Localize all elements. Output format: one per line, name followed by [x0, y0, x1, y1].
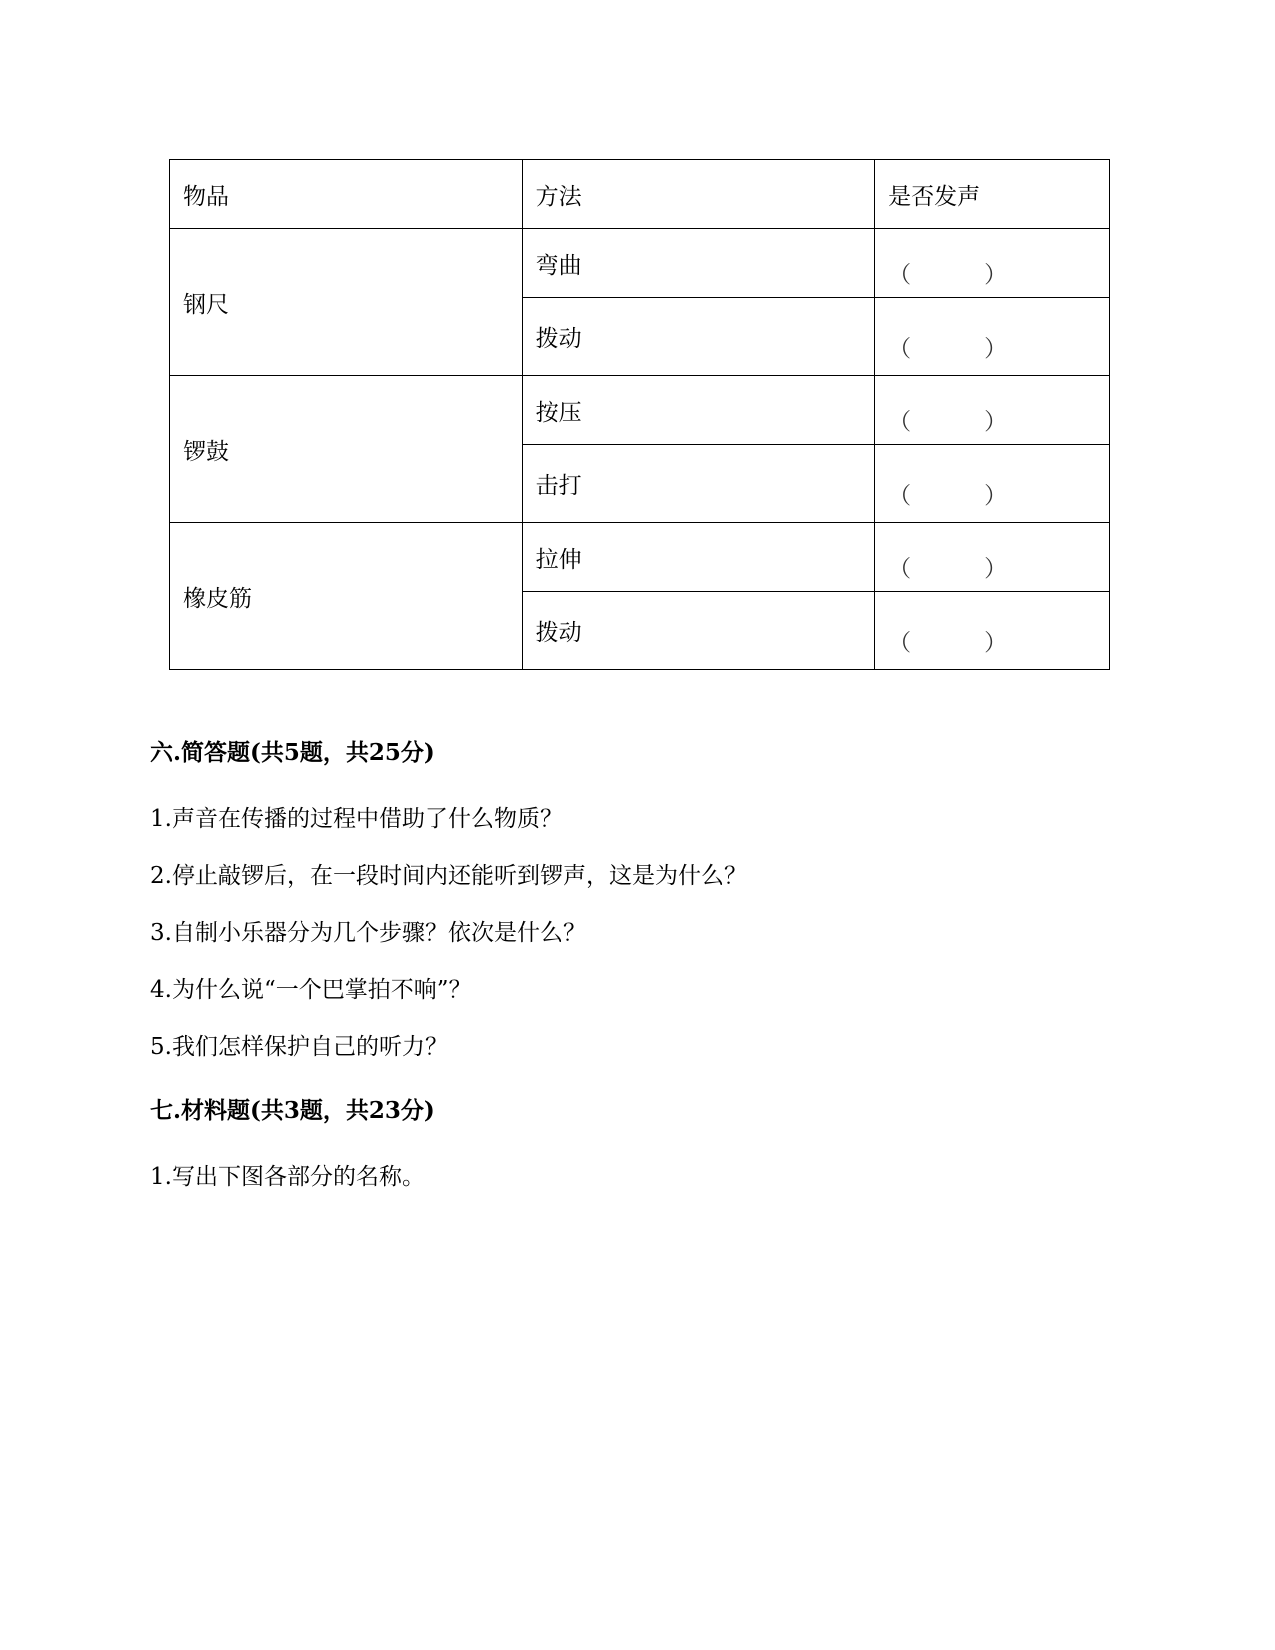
question-item: 1.写出下图各部分的名称。: [150, 1164, 425, 1190]
item-cell: 橡皮筋: [170, 523, 523, 670]
answer-blank[interactable]: （ ）: [875, 592, 1110, 670]
header-method: 方法: [522, 160, 875, 229]
method-cell: 拨动: [522, 592, 875, 670]
item-cell: 钢尺: [170, 229, 523, 376]
experiment-table: [169, 159, 1110, 670]
method-cell: 击打: [522, 445, 875, 523]
answer-blank[interactable]: （ ）: [875, 298, 1110, 376]
table-row: [170, 376, 1110, 445]
table-row: [170, 523, 1110, 592]
answer-blank[interactable]: （ ）: [875, 376, 1110, 445]
question-item: 1.声音在传播的过程中借助了什么物质？: [150, 806, 563, 832]
header-sound: 是否发声: [875, 160, 1110, 229]
answer-blank[interactable]: （ ）: [875, 523, 1110, 592]
question-item: 4.为什么说“一个巴掌拍不响”？: [150, 977, 472, 1003]
item-cell: 锣鼓: [170, 376, 523, 523]
question-item: 3.自制小乐器分为几个步骤？依次是什么？: [150, 920, 586, 946]
table-row: [170, 229, 1110, 298]
method-cell: 按压: [522, 376, 875, 445]
answer-blank[interactable]: （ ）: [875, 445, 1110, 523]
question-item: 5.我们怎样保护自己的听力？: [150, 1034, 448, 1060]
method-cell: 拉伸: [522, 523, 875, 592]
answer-blank[interactable]: （ ）: [875, 229, 1110, 298]
method-cell: 拨动: [522, 298, 875, 376]
section-title-short-answer: 六.简答题(共5题，共25分): [150, 739, 435, 766]
method-cell: 弯曲: [522, 229, 875, 298]
section-title-material: 七.材料题(共3题，共23分): [150, 1097, 435, 1124]
table-header-row: [170, 160, 1110, 229]
question-item: 2.停止敲锣后，在一段时间内还能听到锣声，这是为什么？: [150, 863, 747, 889]
header-item: 物品: [170, 160, 523, 229]
